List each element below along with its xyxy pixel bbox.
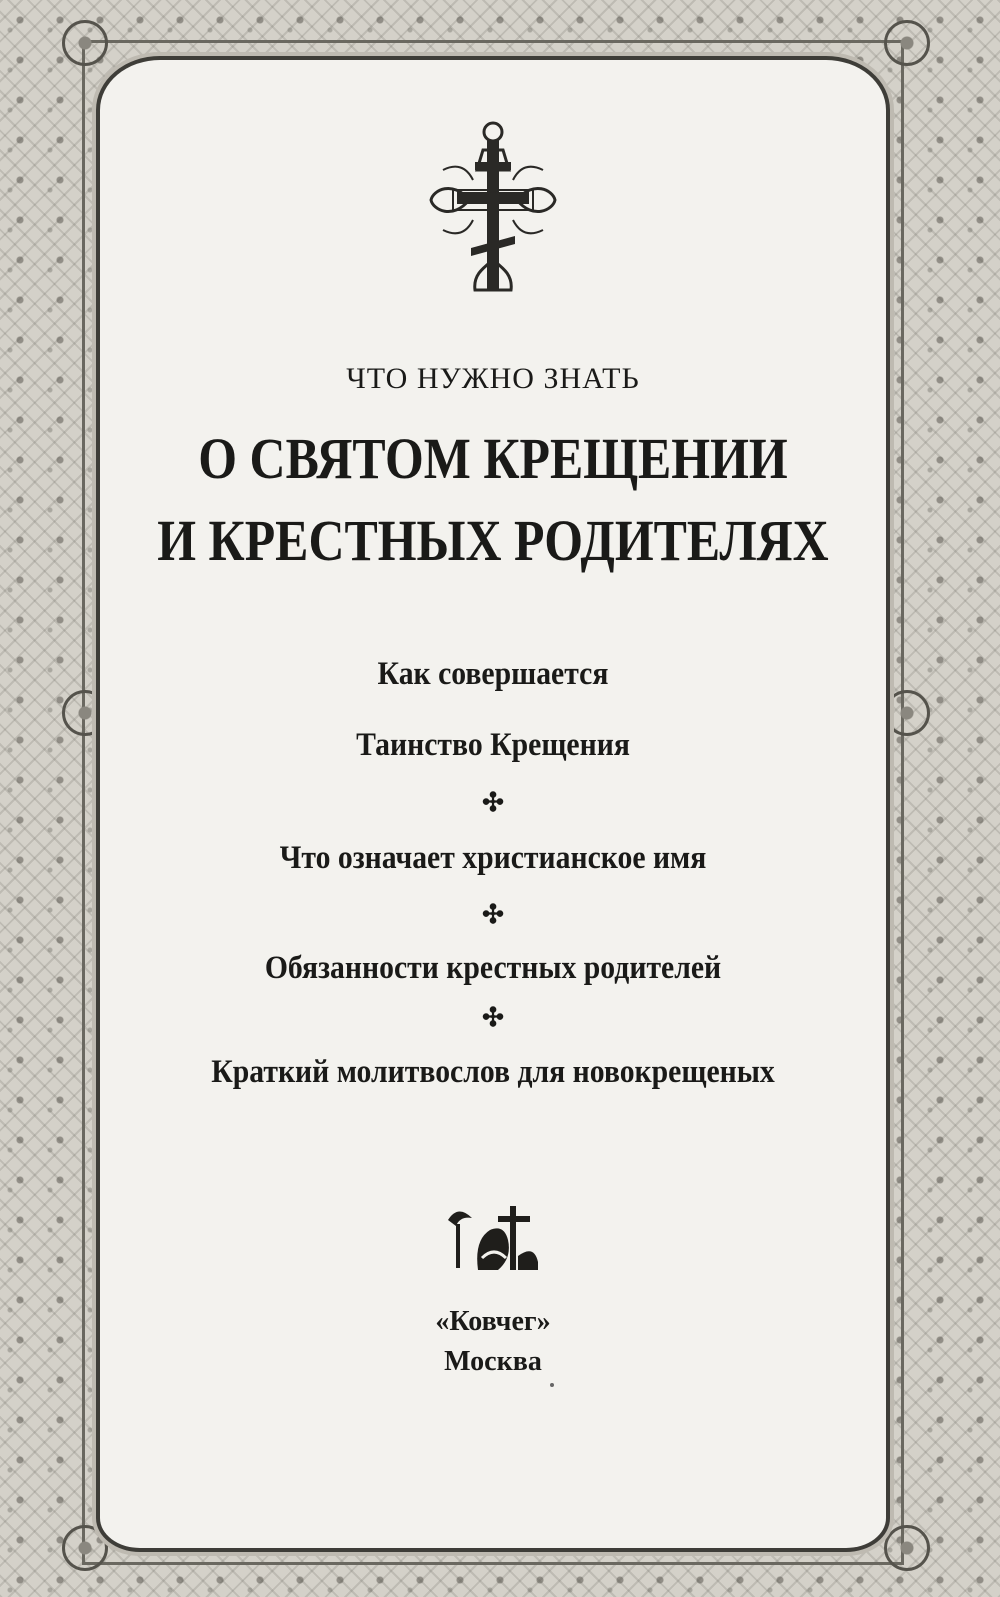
publisher-city: Москва: [444, 1346, 542, 1377]
main-title-line-2: И КРЕСТНЫХ РОДИТЕЛЯХ: [157, 508, 829, 573]
main-title: [155, 418, 831, 582]
publisher-name: «Ковчег»: [435, 1306, 551, 1337]
corner-ornament-icon: [62, 20, 108, 66]
corner-ornament-icon: [884, 1525, 930, 1571]
divider-icon: ✣: [482, 1003, 504, 1032]
orthodox-cross-icon: [413, 110, 573, 310]
side-ornament-icon: [884, 690, 930, 736]
print-speck: [550, 1383, 554, 1387]
divider-icon: ✣: [482, 900, 504, 929]
corner-ornament-icon: [62, 1525, 108, 1571]
main-title-line-1: О СВЯТОМ КРЕЩЕНИИ: [198, 426, 788, 491]
contents-item-1-line-2: Таинство Крещения: [356, 727, 630, 763]
contents-item-3: Обязанности крестных родителей: [264, 950, 722, 986]
contents-item-4: Краткий молитвослов для новокрещеных: [211, 1054, 775, 1090]
contents-item-2: Что означает христианское имя: [279, 840, 707, 876]
publisher-imprint: [100, 1302, 886, 1382]
publisher-logo-icon: [438, 1200, 548, 1280]
corner-ornament-icon: [884, 20, 930, 66]
contents-item-1-line-1: Как совершается: [377, 656, 609, 692]
divider-icon: ✣: [482, 788, 504, 817]
pre-title: ЧТО НУЖНО ЗНАТЬ: [346, 362, 640, 395]
